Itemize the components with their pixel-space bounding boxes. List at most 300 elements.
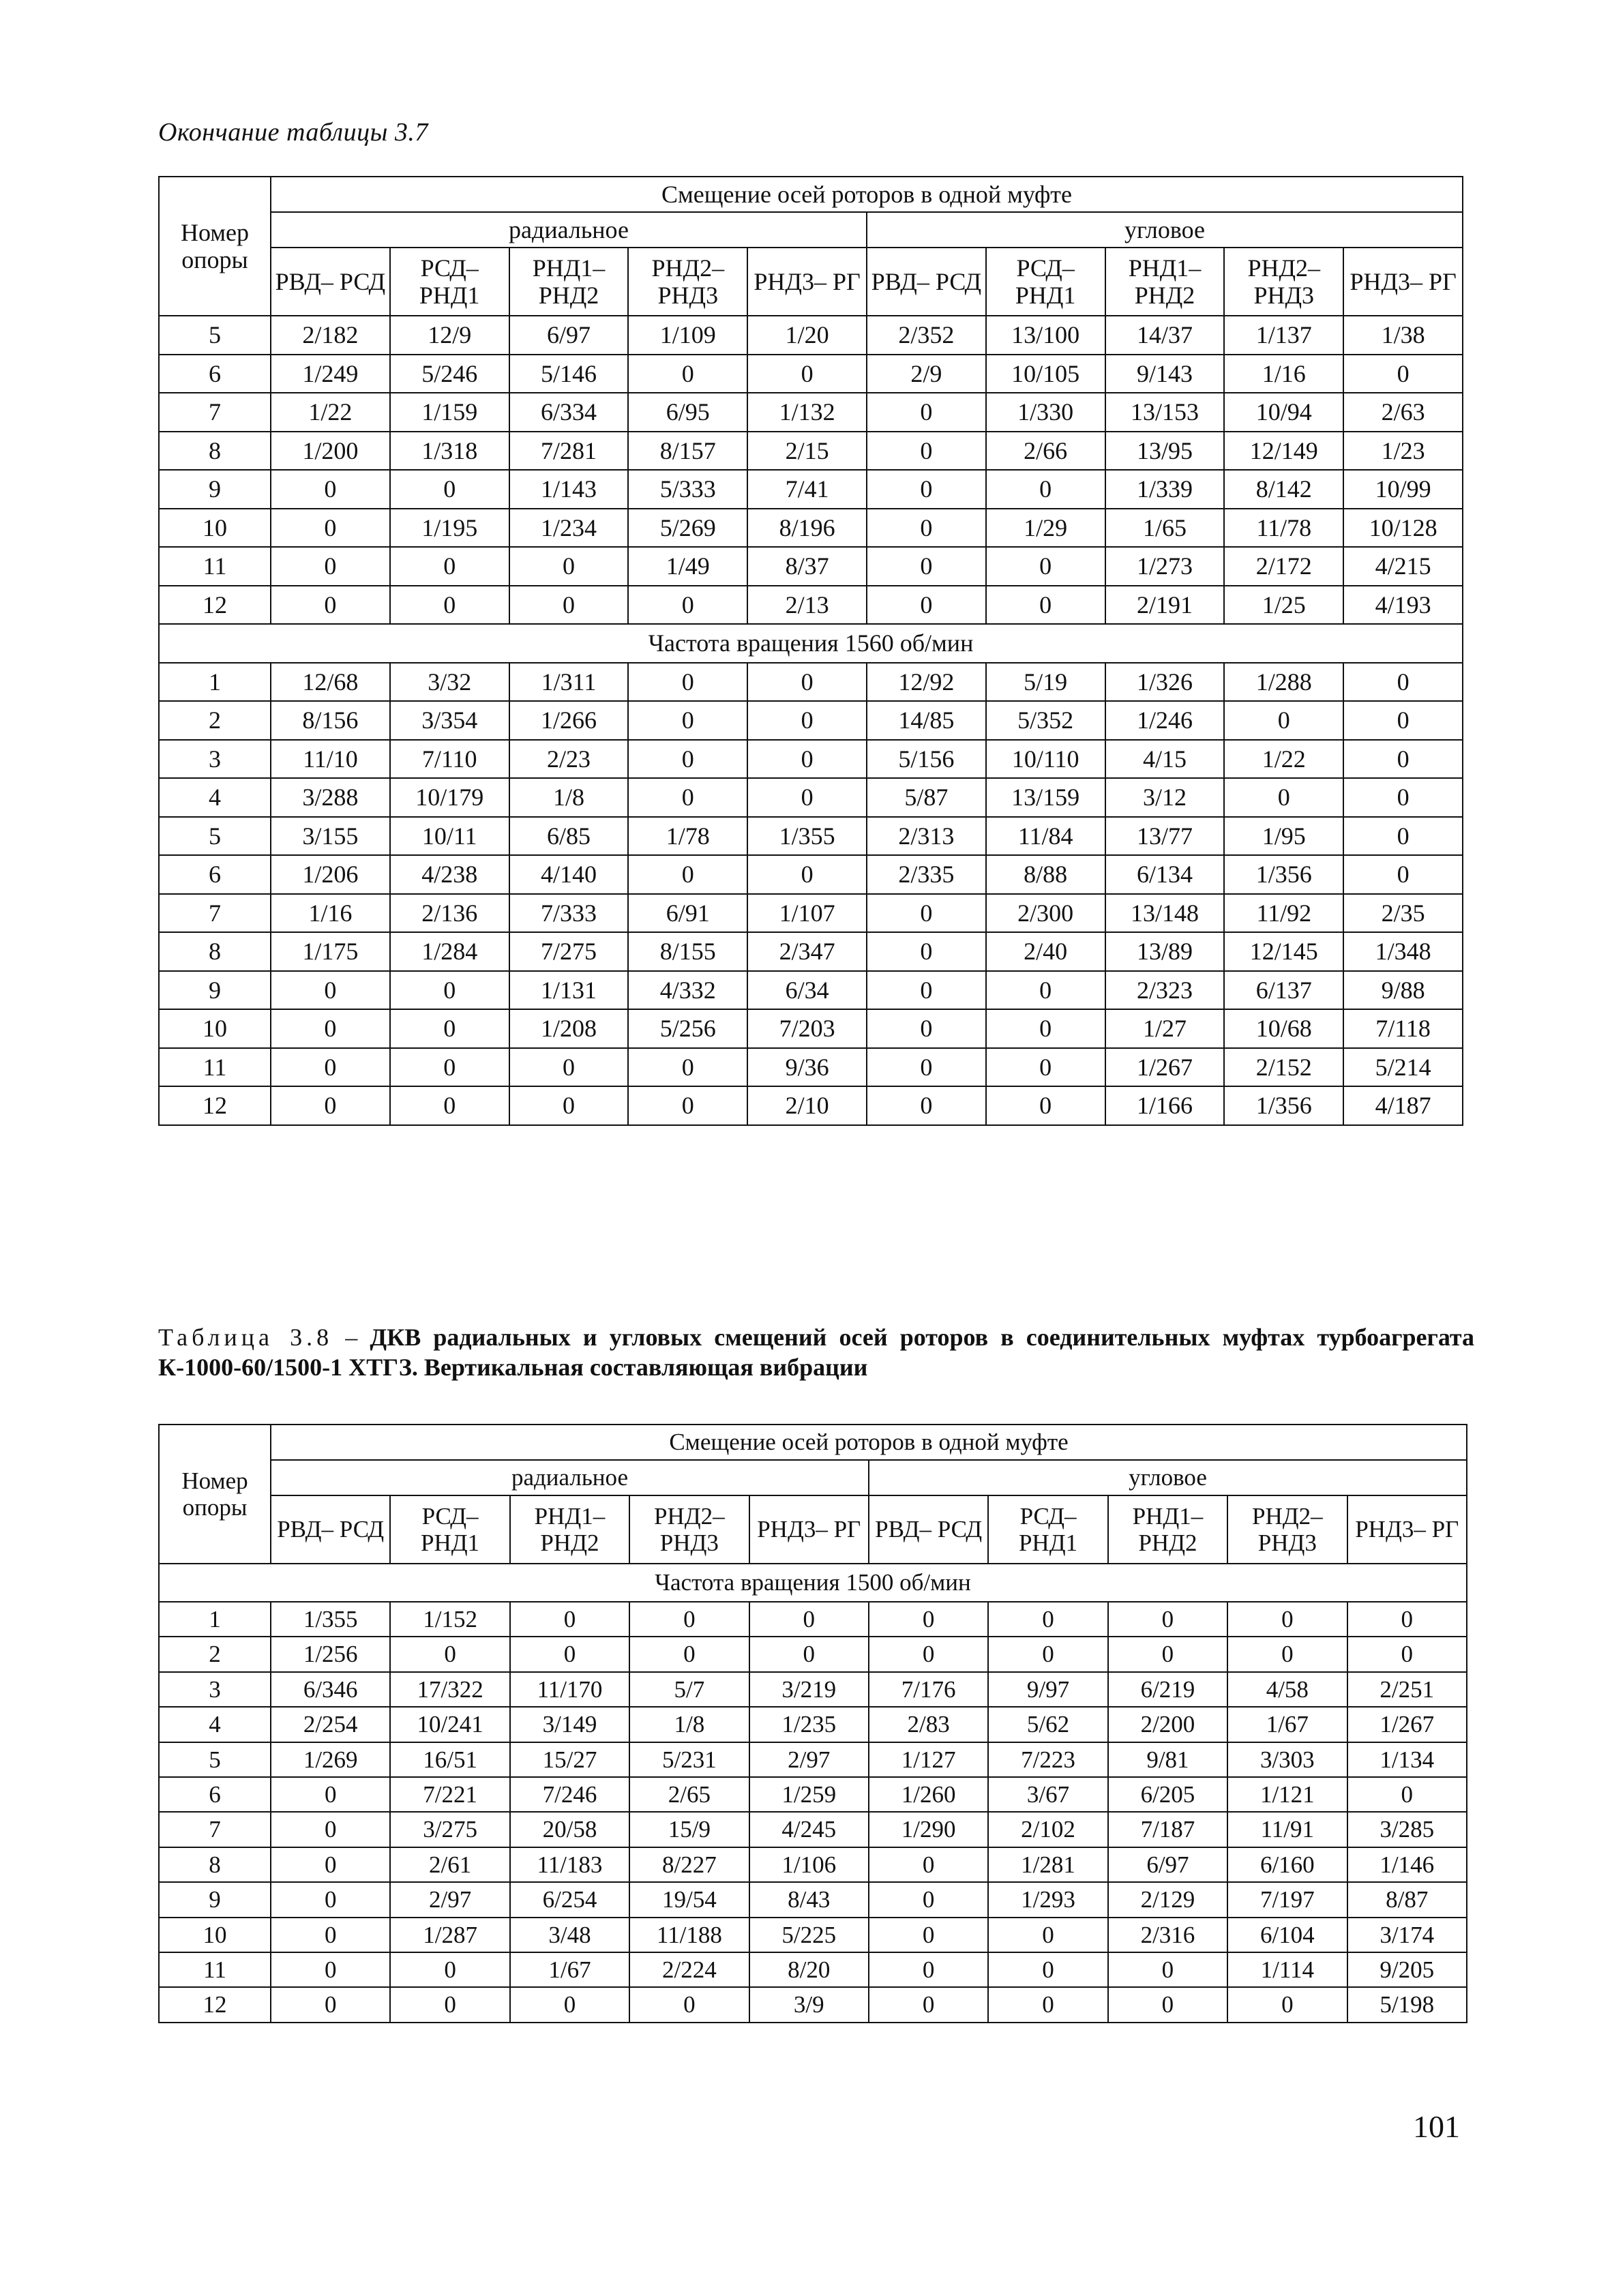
table-cell: 0 <box>988 1602 1107 1637</box>
table-cell: 11/91 <box>1227 1812 1347 1847</box>
table-cell: 8/88 <box>986 855 1105 894</box>
table-cell: 8/142 <box>1224 470 1343 509</box>
table-cell: 1/246 <box>1105 701 1225 740</box>
table-cell: 8/43 <box>749 1882 869 1917</box>
row-number-cell: 8 <box>159 932 271 971</box>
table-cell: 0 <box>867 971 986 1010</box>
table-cell: 1/311 <box>509 663 629 702</box>
table-cell: 6/34 <box>747 971 867 1010</box>
table-cell: 0 <box>986 971 1105 1010</box>
table-cell: 2/182 <box>271 316 390 355</box>
table-cell: 2/152 <box>1224 1048 1343 1087</box>
table-cell: 0 <box>390 1086 509 1125</box>
frequency-row: Частота вращения 1500 об/мин <box>159 1564 1467 1602</box>
table-cell: 1/16 <box>271 894 390 933</box>
column-header: РНД2– РНД3 <box>628 248 747 316</box>
row-number-cell: 4 <box>159 778 271 817</box>
table-cell: 7/118 <box>1343 1009 1463 1048</box>
table-cell: 12/145 <box>1224 932 1343 971</box>
table-cell: 0 <box>271 1952 390 1987</box>
table-cell: 4/15 <box>1105 740 1225 779</box>
row-number-cell: 5 <box>159 316 271 355</box>
table-cell: 10/11 <box>390 817 509 856</box>
column-headers <box>159 248 1463 316</box>
row-number-cell: 10 <box>159 1009 271 1048</box>
column-header: РСД– РНД1 <box>390 1495 509 1564</box>
table-cell: 0 <box>1108 1987 1227 2022</box>
title-dash: – <box>333 1324 370 1351</box>
table-cell: 5/333 <box>628 470 747 509</box>
table-cell: 0 <box>747 701 867 740</box>
table-cell: 6/95 <box>628 393 747 432</box>
table-cell: 0 <box>1224 778 1343 817</box>
table-cell: 17/322 <box>390 1672 509 1707</box>
table-cell: 6/134 <box>1105 855 1225 894</box>
table-row <box>159 1952 1467 1987</box>
table-cell: 9/97 <box>988 1672 1107 1707</box>
table-cell: 8/37 <box>747 547 867 586</box>
table-cell: 9/88 <box>1343 971 1463 1010</box>
table-body <box>159 1602 1467 2023</box>
row-number-cell: 7 <box>159 894 271 933</box>
table-cell: 1/159 <box>390 393 509 432</box>
table-row <box>159 740 1463 779</box>
table-cell: 13/148 <box>1105 894 1225 933</box>
table-cell: 0 <box>628 586 747 625</box>
table-cell: 0 <box>867 1086 986 1125</box>
table-cell: 2/254 <box>271 1707 390 1742</box>
table-cell: 0 <box>1227 1602 1347 1637</box>
table-cell: 7/333 <box>509 894 629 933</box>
table-cell: 0 <box>390 1009 509 1048</box>
page-number: 101 <box>1413 2109 1460 2144</box>
table-cell: 3/155 <box>271 817 390 856</box>
table-cell: 11/170 <box>510 1672 629 1707</box>
table-cell: 0 <box>747 355 867 393</box>
column-header: РВД– РСД <box>869 1495 988 1564</box>
table-cell: 7/41 <box>747 470 867 509</box>
table-cell: 1/25 <box>1224 586 1343 625</box>
table-cell: 1/355 <box>747 817 867 856</box>
table-cell: 4/140 <box>509 855 629 894</box>
header-group: Смещение осей роторов в одной муфте <box>271 1425 1467 1460</box>
table-row <box>159 586 1463 625</box>
table-cell: 1/152 <box>390 1602 509 1637</box>
table-cell: 0 <box>510 1987 629 2022</box>
table-cell: 0 <box>271 1777 390 1812</box>
table-row <box>159 1742 1467 1777</box>
table-cell: 4/238 <box>390 855 509 894</box>
table-cell: 5/156 <box>867 740 986 779</box>
table-cell: 0 <box>986 1009 1105 1048</box>
table-cell: 8/155 <box>628 932 747 971</box>
table-cell: 15/9 <box>629 1812 749 1847</box>
table-cell: 20/58 <box>510 1812 629 1847</box>
table-cell: 2/323 <box>1105 971 1225 1010</box>
column-headers <box>159 1495 1467 1564</box>
table-row <box>159 701 1463 740</box>
table-cell: 10/128 <box>1343 509 1463 548</box>
table-cell: 6/104 <box>1227 1918 1347 1952</box>
table-cell: 0 <box>867 932 986 971</box>
table-cell: 13/89 <box>1105 932 1225 971</box>
table-cell: 10/68 <box>1224 1009 1343 1048</box>
row-number-cell: 1 <box>159 1602 271 1637</box>
table-cell: 0 <box>390 1952 509 1987</box>
table-cell: 1/356 <box>1224 1086 1343 1125</box>
table-cell: 11/78 <box>1224 509 1343 548</box>
row-number-cell: 12 <box>159 1086 271 1125</box>
table-cell: 2/224 <box>629 1952 749 1987</box>
row-number-cell: 11 <box>159 547 271 586</box>
table-cell: 3/32 <box>390 663 509 702</box>
table-cell: 0 <box>628 355 747 393</box>
table-cell: 0 <box>271 1009 390 1048</box>
table-cell: 0 <box>867 547 986 586</box>
column-header: РНД2– РНД3 <box>1224 248 1343 316</box>
table-cell: 2/40 <box>986 932 1105 971</box>
table-continuation-caption: Окончание таблицы 3.7 <box>158 118 428 147</box>
table-cell: 1/20 <box>747 316 867 355</box>
table-body-block-a <box>159 316 1463 624</box>
table-cell: 0 <box>271 1882 390 1917</box>
table-cell: 1/107 <box>747 894 867 933</box>
row-number-cell: 11 <box>159 1048 271 1087</box>
table-cell: 7/275 <box>509 932 629 971</box>
table-cell: 1/273 <box>1105 547 1225 586</box>
table-row <box>159 1707 1467 1742</box>
table-cell: 0 <box>390 1637 509 1671</box>
table-cell: 0 <box>986 586 1105 625</box>
table-cell: 1/339 <box>1105 470 1225 509</box>
table-cell: 1/143 <box>509 470 629 509</box>
table-cell: 0 <box>1108 1952 1227 1987</box>
row-number-cell: 8 <box>159 1847 271 1882</box>
table-cell: 1/330 <box>986 393 1105 432</box>
table-cell: 6/97 <box>1108 1847 1227 1882</box>
table-cell: 10/99 <box>1343 470 1463 509</box>
table-cell: 0 <box>628 778 747 817</box>
row-number-cell: 2 <box>159 1637 271 1671</box>
table-cell: 0 <box>749 1637 869 1671</box>
table-cell: 7/223 <box>988 1742 1107 1777</box>
table-cell: 11/183 <box>510 1847 629 1882</box>
table-cell: 0 <box>986 547 1105 586</box>
table-cell: 5/198 <box>1347 1987 1467 2022</box>
column-header: РВД– РСД <box>867 248 986 316</box>
table-cell: 6/160 <box>1227 1847 1347 1882</box>
table-cell: 6/346 <box>271 1672 390 1707</box>
table-cell: 3/67 <box>988 1777 1107 1812</box>
table-cell: 2/313 <box>867 817 986 856</box>
column-header: РНД1– РНД2 <box>510 1495 629 1564</box>
table-cell: 13/153 <box>1105 393 1225 432</box>
table-cell: 11/92 <box>1224 894 1343 933</box>
table-cell: 0 <box>747 778 867 817</box>
table-cell: 3/9 <box>749 1987 869 2022</box>
table-cell: 1/131 <box>509 971 629 1010</box>
table-cell: 0 <box>628 1086 747 1125</box>
table-cell: 6/254 <box>510 1882 629 1917</box>
table-cell: 1/65 <box>1105 509 1225 548</box>
table-cell: 0 <box>869 1882 988 1917</box>
row-number-cell: 9 <box>159 470 271 509</box>
table-cell: 2/83 <box>869 1707 988 1742</box>
table-cell: 1/78 <box>628 817 747 856</box>
table-row <box>159 316 1463 355</box>
table-cell: 8/20 <box>749 1952 869 1987</box>
table-cell: 1/109 <box>628 316 747 355</box>
table-row <box>159 1602 1467 1637</box>
table-cell: 13/77 <box>1105 817 1225 856</box>
table-row <box>159 1637 1467 1671</box>
table-cell: 1/348 <box>1343 932 1463 971</box>
row-number-cell: 9 <box>159 1882 271 1917</box>
table-cell: 2/61 <box>390 1847 509 1882</box>
table-cell: 0 <box>271 1812 390 1847</box>
row-number-cell: 3 <box>159 1672 271 1707</box>
table-cell: 0 <box>509 547 629 586</box>
table-cell: 2/352 <box>867 316 986 355</box>
table-cell: 0 <box>869 1987 988 2022</box>
table-cell: 0 <box>271 1847 390 1882</box>
table-cell: 0 <box>1343 778 1463 817</box>
table-cell: 0 <box>1227 1637 1347 1671</box>
table-row <box>159 1048 1463 1087</box>
table-cell: 12/92 <box>867 663 986 702</box>
frequency-row: Частота вращения 1560 об/мин <box>159 624 1463 663</box>
table-cell: 2/65 <box>629 1777 749 1812</box>
table-cell: 7/197 <box>1227 1882 1347 1917</box>
table-cell: 1/146 <box>1347 1847 1467 1882</box>
table-cell: 1/16 <box>1224 355 1343 393</box>
table-cell: 0 <box>1347 1637 1467 1671</box>
table-cell: 0 <box>749 1602 869 1637</box>
table-row <box>159 1987 1467 2022</box>
column-header: РСД– РНД1 <box>988 1495 1107 1564</box>
table-cell: 2/66 <box>986 432 1105 471</box>
table-cell: 13/159 <box>986 778 1105 817</box>
table-row <box>159 470 1463 509</box>
table-cell: 1/22 <box>1224 740 1343 779</box>
table-cell: 4/58 <box>1227 1672 1347 1707</box>
row-number-cell: 6 <box>159 355 271 393</box>
table-cell: 8/157 <box>628 432 747 471</box>
table-cell: 13/100 <box>986 316 1105 355</box>
table-cell: 0 <box>988 1637 1107 1671</box>
table-cell: 12/149 <box>1224 432 1343 471</box>
table-cell: 1/134 <box>1347 1742 1467 1777</box>
column-header: РНД3– РГ <box>749 1495 869 1564</box>
table-cell: 0 <box>869 1847 988 1882</box>
table-row <box>159 932 1463 971</box>
table-cell: 2/347 <box>747 932 867 971</box>
column-header: РВД– РСД <box>271 248 390 316</box>
column-header: РНД1– РНД2 <box>1108 1495 1227 1564</box>
table-row <box>159 1086 1463 1125</box>
table-cell: 2/200 <box>1108 1707 1227 1742</box>
table-cell: 1/234 <box>509 509 629 548</box>
table-3-7-continuation <box>158 176 1463 1126</box>
row-number-cell: 1 <box>159 663 271 702</box>
table-cell: 0 <box>1343 701 1463 740</box>
table-row <box>159 855 1463 894</box>
row-number-cell: 11 <box>159 1952 271 1987</box>
table-cell: 1/288 <box>1224 663 1343 702</box>
table-cell: 1/23 <box>1343 432 1463 471</box>
table-cell: 0 <box>510 1637 629 1671</box>
table-cell: 0 <box>628 1048 747 1087</box>
table-cell: 0 <box>986 1086 1105 1125</box>
table-cell: 12/9 <box>390 316 509 355</box>
table-cell: 10/105 <box>986 355 1105 393</box>
table-cell: 1/281 <box>988 1847 1107 1882</box>
table-cell: 3/275 <box>390 1812 509 1847</box>
table-cell: 7/246 <box>510 1777 629 1812</box>
table-cell: 1/29 <box>986 509 1105 548</box>
table-cell: 5/87 <box>867 778 986 817</box>
row-number-cell: 6 <box>159 1777 271 1812</box>
table-row <box>159 1918 1467 1952</box>
table-cell: 0 <box>390 971 509 1010</box>
table-cell: 0 <box>867 586 986 625</box>
table-cell: 0 <box>747 663 867 702</box>
table-row <box>159 1812 1467 1847</box>
table-cell: 0 <box>986 1048 1105 1087</box>
row-number-cell: 5 <box>159 1742 271 1777</box>
row-number-cell: 7 <box>159 1812 271 1847</box>
table-cell: 0 <box>510 1602 629 1637</box>
table-cell: 0 <box>628 740 747 779</box>
table-cell: 5/352 <box>986 701 1105 740</box>
table-cell: 0 <box>869 1602 988 1637</box>
row-number-cell: 2 <box>159 701 271 740</box>
table-cell: 10/110 <box>986 740 1105 779</box>
table-cell: 2/15 <box>747 432 867 471</box>
table-cell: 2/23 <box>509 740 629 779</box>
table-3-8 <box>158 1424 1467 2023</box>
table-cell: 1/67 <box>1227 1707 1347 1742</box>
table-3-8-title <box>158 1323 1474 1383</box>
header-angular: угловое <box>867 212 1463 248</box>
table-cell: 2/63 <box>1343 393 1463 432</box>
table-cell: 0 <box>1343 355 1463 393</box>
table-cell: 1/200 <box>271 432 390 471</box>
table-cell: 0 <box>628 663 747 702</box>
table-cell: 5/214 <box>1343 1048 1463 1087</box>
header-row-label <box>159 177 271 316</box>
table-cell: 2/300 <box>986 894 1105 933</box>
table-cell: 0 <box>986 470 1105 509</box>
table-cell: 0 <box>390 547 509 586</box>
table-cell: 7/187 <box>1108 1812 1227 1847</box>
row-number-cell: 4 <box>159 1707 271 1742</box>
table-cell: 2/9 <box>867 355 986 393</box>
table-cell: 1/206 <box>271 855 390 894</box>
table-cell: 1/95 <box>1224 817 1343 856</box>
column-header: РСД– РНД1 <box>986 248 1105 316</box>
table-cell: 0 <box>1108 1637 1227 1671</box>
table-cell: 5/62 <box>988 1707 1107 1742</box>
table-cell: 1/290 <box>869 1812 988 1847</box>
column-header: РНД3– РГ <box>747 248 867 316</box>
table-cell: 0 <box>509 1048 629 1087</box>
table-cell: 2/251 <box>1347 1672 1467 1707</box>
table-cell: 1/326 <box>1105 663 1225 702</box>
table-cell: 3/303 <box>1227 1742 1347 1777</box>
table-row <box>159 894 1463 933</box>
table-cell: 1/259 <box>749 1777 869 1812</box>
table-cell: 3/285 <box>1347 1812 1467 1847</box>
table-cell: 0 <box>509 586 629 625</box>
row-number-cell: 12 <box>159 586 271 625</box>
column-header: РНД3– РГ <box>1343 248 1463 316</box>
table-cell: 0 <box>988 1918 1107 1952</box>
table-cell: 1/249 <box>271 355 390 393</box>
table-cell: 3/219 <box>749 1672 869 1707</box>
table-cell: 0 <box>1343 663 1463 702</box>
table-cell: 7/281 <box>509 432 629 471</box>
table-cell: 10/179 <box>390 778 509 817</box>
table-cell: 2/13 <box>747 586 867 625</box>
table-cell: 2/97 <box>390 1882 509 1917</box>
table-cell: 4/193 <box>1343 586 1463 625</box>
table-cell: 8/227 <box>629 1847 749 1882</box>
table-cell: 6/97 <box>509 316 629 355</box>
table-row <box>159 1009 1463 1048</box>
table-cell: 10/94 <box>1224 393 1343 432</box>
table-cell: 0 <box>1343 855 1463 894</box>
table-cell: 6/85 <box>509 817 629 856</box>
table-cell: 8/156 <box>271 701 390 740</box>
table-cell: 0 <box>271 586 390 625</box>
header-radial: радиальное <box>271 1460 869 1495</box>
table-cell: 1/8 <box>629 1707 749 1742</box>
table-cell: 3/12 <box>1105 778 1225 817</box>
table-cell: 0 <box>628 855 747 894</box>
table-cell: 5/256 <box>628 1009 747 1048</box>
table-row <box>159 663 1463 702</box>
row-number-cell: 10 <box>159 1918 271 1952</box>
table-cell: 2/10 <box>747 1086 867 1125</box>
table-cell: 1/127 <box>869 1742 988 1777</box>
table-cell: 0 <box>988 1952 1107 1987</box>
table-cell: 0 <box>390 586 509 625</box>
table-cell: 1/195 <box>390 509 509 548</box>
table-row <box>159 1882 1467 1917</box>
table-cell: 1/132 <box>747 393 867 432</box>
table-cell: 0 <box>869 1918 988 1952</box>
table-cell: 4/332 <box>628 971 747 1010</box>
table-cell: 1/8 <box>509 778 629 817</box>
table-cell: 0 <box>271 1987 390 2022</box>
table-cell: 6/205 <box>1108 1777 1227 1812</box>
table-cell: 5/19 <box>986 663 1105 702</box>
table-cell: 1/293 <box>988 1882 1107 1917</box>
table-cell: 1/235 <box>749 1707 869 1742</box>
column-header: РСД– РНД1 <box>390 248 509 316</box>
column-header: РВД– РСД <box>271 1495 390 1564</box>
column-header: РНД2– РНД3 <box>629 1495 749 1564</box>
table-row <box>159 432 1463 471</box>
header-radial: радиальное <box>271 212 867 248</box>
table-row <box>159 1847 1467 1882</box>
table-cell: 1/266 <box>509 701 629 740</box>
table-cell: 9/205 <box>1347 1952 1467 1987</box>
table-cell: 0 <box>271 509 390 548</box>
table-cell: 6/219 <box>1108 1672 1227 1707</box>
row-number-cell: 5 <box>159 817 271 856</box>
